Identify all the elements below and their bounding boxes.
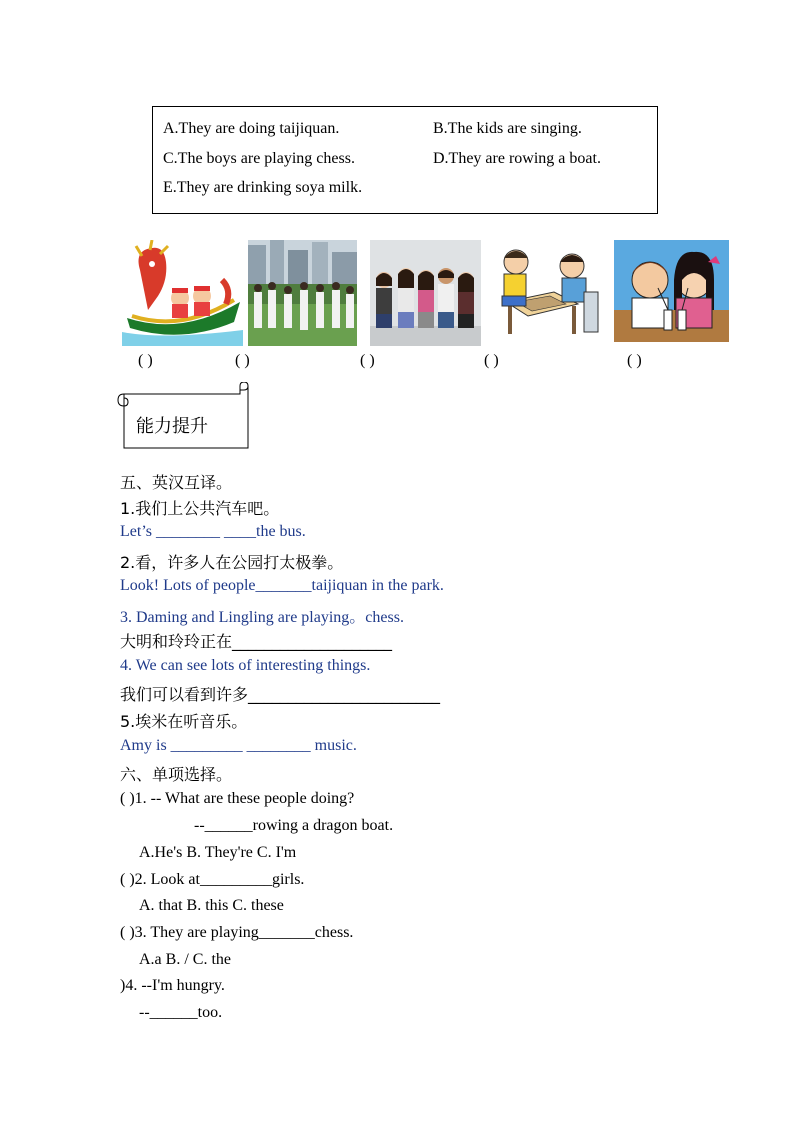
dragon-boat-picture [122,240,243,346]
boys-chess-picture [488,240,604,346]
section5-q1-english: Let’s ________ ____the bus. [120,523,306,540]
taijiquan-picture [248,240,357,346]
section6-q1: ( )1. -- What are these people doing? [120,790,355,807]
section-banner-label: 能力提升 [136,416,208,437]
kids-singing-picture [370,240,481,346]
section-banner [116,382,250,450]
section6-q1-options: A.He's B. They're C. I'm [139,844,297,861]
section6-q4-reply: --______too. [139,1004,223,1021]
option-e: E.They are drinking soya milk. [163,179,363,196]
option-b: B.The kids are singing. [433,120,582,137]
answer-paren-4[interactable]: ( ) [484,352,499,369]
option-d: D.They are rowing a boat. [433,150,601,167]
section6-q3-options: A.a B. / C. the [139,951,231,968]
section6-q3: ( )3. They are playing_______chess. [120,924,354,941]
section5-q1-chinese: 1.我们上公共汽车吧。 [120,499,280,518]
section5-q5-chinese: 5.埃米在听音乐。 [120,712,248,731]
option-c: C.The boys are playing chess. [163,150,355,167]
section6-title: 六、单项选择。 [120,765,233,784]
option-a: A.They are doing taijiquan. [163,120,340,137]
section6-q4: )4. --I'm hungry. [120,977,225,994]
section5-q2-chinese: 2.看，许多人在公园打太极拳。 [120,553,344,572]
section6-q1-reply: --______rowing a dragon boat. [194,817,394,834]
options-box [152,106,658,214]
answer-paren-2[interactable]: ( ) [235,352,250,369]
section5-q4-english: 4. We can see lots of interesting things. [120,657,371,674]
answer-paren-3[interactable]: ( ) [360,352,375,369]
section6-q2: ( )2. Look at_________girls. [120,871,305,888]
section5-q2-english: Look! Lots of people_______taijiquan in the park. [120,577,444,594]
section5-q5-english: Amy is _________ ________ music. [120,737,357,754]
section5-title: 五、英汉互译。 [120,473,233,492]
answer-paren-5[interactable]: ( ) [627,352,642,369]
section5-q3-english: 3. Daming and Lingling are playing。chess. [120,609,404,626]
section5-q4-chinese: 我们可以看到许多________________________ [120,685,441,704]
section6-q2-options: A. that B. this C. these [139,897,284,914]
section5-q3-chinese: 大明和玲玲正在____________________ [120,632,393,651]
soya-milk-picture [614,240,729,342]
answer-paren-1[interactable]: ( ) [138,352,153,369]
